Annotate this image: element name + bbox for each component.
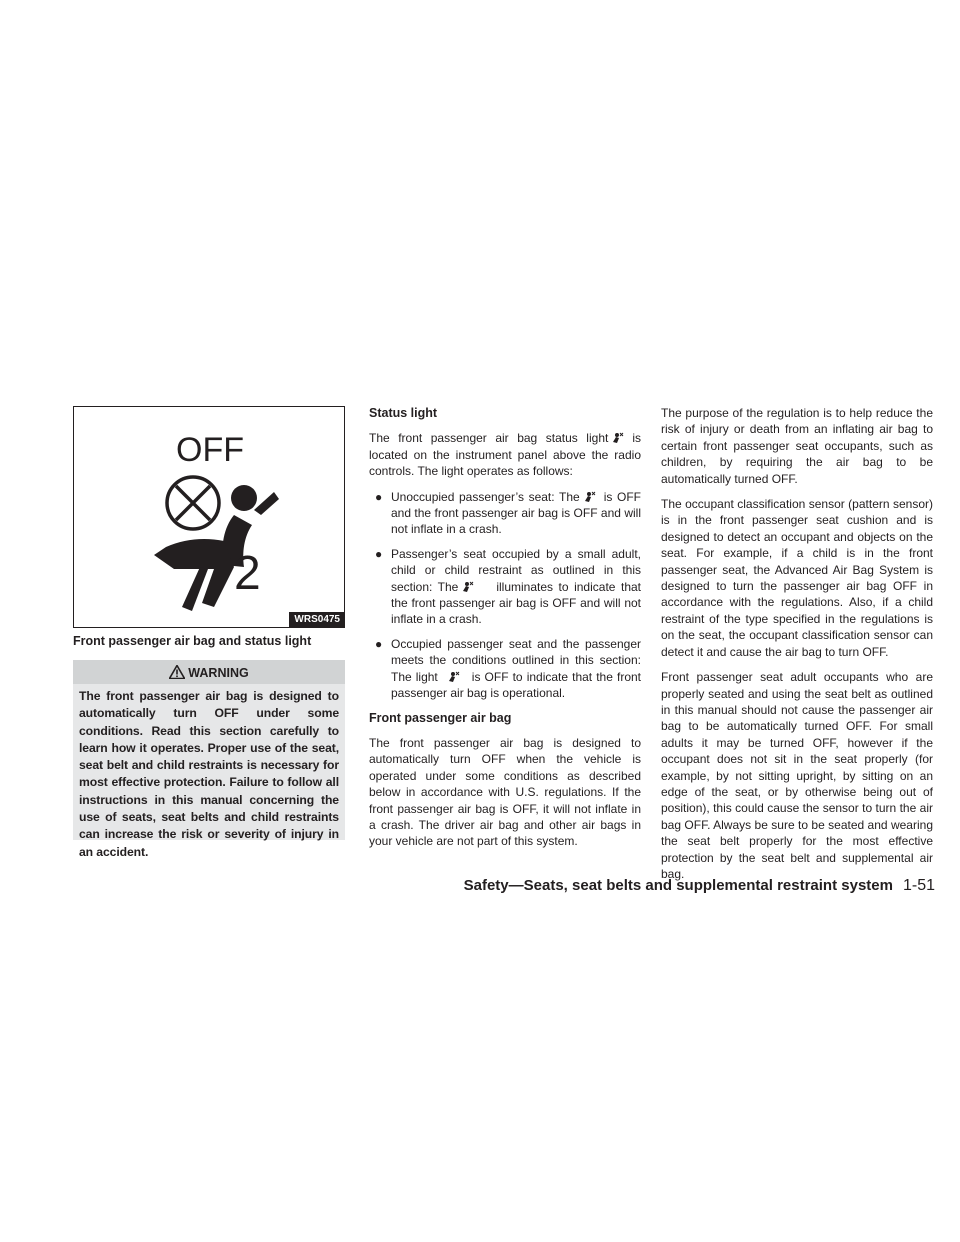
page-number: 1-51 <box>902 877 935 894</box>
passenger-airbag-off-icon <box>612 432 624 444</box>
column-status-light <box>369 405 641 859</box>
footer-section-title: Safety—Seats, seat belts and supplemental restraint system <box>463 877 893 894</box>
figure-number-label: 2 <box>234 547 261 600</box>
heading-front-passenger-air-bag: Front passenger air bag <box>369 710 512 725</box>
paragraph-adult-occupants: Front passenger seat adult occupants who are properly seated and using the seat belt as outlined in this manual should not cause the passenger air bag to be automatically turned OFF. For small adults it may be turned OFF, however if the occupant does not sit in the seat properly (for example, by not sitting upright, by sitting on an edge of the seat, or by otherwise being out of position), this could cause the sensor to turn the air bag OFF. Always be sure to be seated and wearing the seat belt properly for the most effective protection by the seat belt and supplemental air bag. <box>661 670 933 881</box>
warning-triangle-icon <box>169 665 185 679</box>
list-item: ● Passenger’s seat occupied by a small adult, child or child restraint as outlined in this section: The illuminates to indicate that the front passenger air bag is OFF and will not inflate in a crash. <box>375 546 641 627</box>
column-regulation <box>661 405 933 891</box>
warning-title: WARNING <box>188 666 249 680</box>
page-footer <box>0 877 935 895</box>
status-light-intro: The front passenger air bag status light is located on the instrument panel above the radio controls. The light operates as follows: <box>369 431 641 479</box>
figure-code: WRS0475 <box>289 612 344 627</box>
heading-status-light: Status light <box>369 406 438 420</box>
front-passenger-text: The front passenger air bag is designed to automatically turn OFF when the vehicle is operated under some conditions as described below in accordance with U.S. regulations. If the front passenger air bag is OFF, it will not inflate in a crash. The driver air bag and other air bags in your vehicle are not part of this system. <box>369 735 641 849</box>
warning-box <box>73 660 345 859</box>
paragraph-regulation: The purpose of the regulation is to help reduce the risk of injury or death from an inflating air bag to certain front passenger seat occupants, such as children, by requiring the air bag to be automatically turned OFF. <box>661 406 933 486</box>
list-item: ● Occupied passenger seat and the passenger meets the conditions outlined in this section: The light is OFF to indicate that the front passenger air bag is operational. <box>375 636 641 701</box>
passenger-airbag-off-icon <box>462 581 474 593</box>
warning-header <box>73 660 345 684</box>
warning-text: The front passenger air bag is designed to automatically turn OFF under some conditions. Read this section carefully to learn how it operates. Proper use of the seat, seat belt and child restraints is necessary for most effective protection. Failure to follow all instructions in this manual concerning the use of seats, seat belts and child restraints can increase the risk or severity of injury in an accident. <box>79 689 339 859</box>
passenger-airbag-off-icon <box>74 407 344 627</box>
list-item: ● Unoccupied passenger’s seat: The is OFF and the front passenger air bag is OFF and will not inflate in a crash. <box>375 489 641 537</box>
figure-off-label: OFF <box>176 431 244 469</box>
figure-caption: Front passenger air bag and status light <box>73 634 312 648</box>
paragraph-sensor: The occupant classification sensor (pattern sensor) is in the front passenger seat cushion and is designed to detect an occupant and objects on the seat. For example, if a child is in the front passenger seat, the Advanced Air Bag System is designed to turn the passenger air bag OFF in accordance with the regulations. Also, if a child restraint of the type specified in the regulations is on the seat, the occupant classification sensor can detect it and cause the air bag to turn OFF. <box>661 497 933 659</box>
airbag-off-figure <box>73 406 345 628</box>
passenger-airbag-off-icon <box>584 491 596 503</box>
passenger-airbag-off-icon <box>448 671 460 683</box>
